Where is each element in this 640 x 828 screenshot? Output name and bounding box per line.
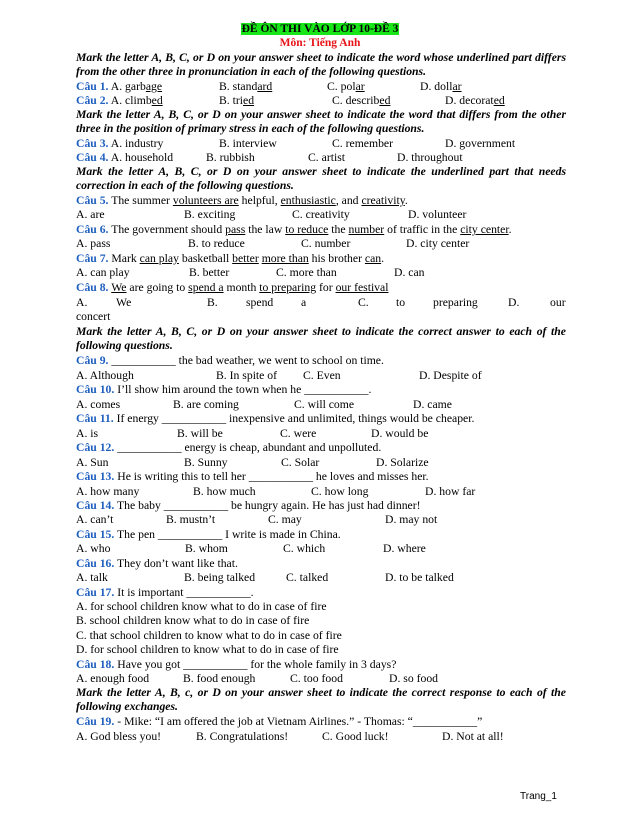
question-16-stem: Câu 16. They don’t want like that.	[76, 557, 238, 570]
question-number: Câu 4.	[76, 151, 109, 164]
question-15-options: A. who B. whom C. which D. where	[76, 542, 426, 555]
question-17-option-b: B. school children know what to do in case of fire	[76, 614, 310, 627]
question-number: Câu 3.	[76, 137, 109, 150]
question-13-options: A. how many B. how much C. how long D. how far	[76, 485, 476, 498]
question-4: Câu 4. A. household B. rubbish C. artist D. throughout	[76, 151, 463, 164]
question-3: Câu 3. A. industry B. interview C. remember D. government	[76, 137, 516, 150]
question-number: Câu 15.	[76, 528, 115, 541]
question-14-options: A. can’t B. mustn’t C. may D. may not	[76, 513, 438, 526]
question-number: Câu 17.	[76, 586, 115, 599]
question-number: Câu 1.	[76, 80, 109, 93]
question-17-option-c: C. that school children to know what to do in case of fire	[76, 629, 342, 642]
question-number: Câu 5.	[76, 194, 109, 207]
question-number: Câu 7.	[76, 252, 109, 265]
question-9-options: A. Although B. In spite of C. Even D. Despite of	[76, 369, 482, 382]
question-7-options: A. can play B. better C. more than D. can	[76, 266, 425, 279]
question-14-stem: Câu 14. The baby ___________ be hungry again. He has just had dinner!	[76, 499, 421, 512]
question-13-stem: Câu 13. He is writing this to tell her ___________ he loves and misses her.	[76, 470, 429, 483]
instruction-pronunciation: Mark the letter A, B, C, or D on your answer sheet to indicate the word whose underlined part differs from the other three in pronunciation in each of the following questions.	[76, 51, 566, 79]
instruction-stress: Mark the letter A, B, C, or D on your answer sheet to indicate the word that differs from the other three in the position of primary stress in each of the following questions.	[76, 108, 566, 136]
question-number: Câu 8.	[76, 281, 109, 294]
question-11-options: A. is B. will be C. were D. would be	[76, 427, 429, 440]
instruction-exchange: Mark the letter A, B, c, or D on your answer sheet to indicate the correct response to each of the following exchanges.	[76, 686, 566, 714]
question-8-options-wrap: concert	[76, 310, 111, 323]
question-1: Câu 1. A. garbage B. standard C. polar D. dollar	[76, 80, 462, 93]
question-number: Câu 9.	[76, 354, 109, 367]
question-number: Câu 13.	[76, 470, 115, 483]
question-number: Câu 19.	[76, 715, 115, 728]
question-9-stem: Câu 9. ___________ the bad weather, we went to school on time.	[76, 354, 384, 367]
question-number: Câu 16.	[76, 557, 115, 570]
question-8-options: A. We B. spend a C. to preparing D. our	[76, 296, 566, 309]
question-16-options: A. talk B. being talked C. talked D. to be talked	[76, 571, 454, 584]
question-8-stem: Câu 8. We are going to spend a month to preparing for our festival	[76, 281, 389, 294]
question-number: Câu 12.	[76, 441, 115, 454]
instruction-correction: Mark the letter A, B, C, or D on your answer sheet to indicate the underlined part that needs correction in each of the following questions.	[76, 165, 566, 193]
question-6-stem: Câu 6. The government should pass the law to reduce the number of traffic in the city center.	[76, 223, 512, 236]
question-5-stem: Câu 5. The summer volunteers are helpful, enthusiastic, and creativity.	[76, 194, 408, 207]
question-19-options: A. God bless you! B. Congratulations! C. Good luck! D. Not at all!	[76, 730, 504, 743]
question-15-stem: Câu 15. The pen ___________ I write is made in China.	[76, 528, 341, 541]
question-17-stem: Câu 17. It is important ___________.	[76, 586, 254, 599]
exam-title: ĐỀ ÔN THI VÀO LỚP 10-ĐỀ 3	[241, 23, 399, 35]
instruction-answer: Mark the letter A, B, C, or D on your answer sheet to indicate the correct answer to each of the following questions.	[76, 325, 566, 353]
question-10-stem: Câu 10. I’ll show him around the town when he ___________.	[76, 383, 372, 396]
question-5-options: A. are B. exciting C. creativity D. volunteer	[76, 208, 467, 221]
exam-subject: Môn: Tiếng Anh	[279, 37, 361, 49]
question-19-stem: Câu 19. - Mike: “I am offered the job at Vietnam Airlines.” - Thomas: “___________”	[76, 715, 483, 728]
question-number: Câu 10.	[76, 383, 115, 396]
question-6-options: A. pass B. to reduce C. number D. city center	[76, 237, 470, 250]
question-2: Câu 2. A. climbed B. tried C. described D. decorated	[76, 94, 505, 107]
question-11-stem: Câu 11. If energy ___________ inexpensive and unlimited, things would be cheaper.	[76, 412, 475, 425]
question-12-stem: Câu 12. ___________ energy is cheap, abundant and unpolluted.	[76, 441, 382, 454]
page-number: Trang_1	[520, 791, 557, 802]
question-17-option-a: A. for school children know what to do in case of fire	[76, 600, 327, 613]
question-17-option-d: D. for school children to know what to do in case of fire	[76, 643, 339, 656]
question-7-stem: Câu 7. Mark can play basketball better more than his brother can.	[76, 252, 385, 265]
question-18-stem: Câu 18. Have you got ___________ for the whole family in 3 days?	[76, 658, 397, 671]
question-number: Câu 11.	[76, 412, 114, 425]
question-number: Câu 6.	[76, 223, 109, 236]
question-10-options: A. comes B. are coming C. will come D. came	[76, 398, 452, 411]
question-number: Câu 18.	[76, 658, 115, 671]
question-number: Câu 2.	[76, 94, 109, 107]
question-12-options: A. Sun B. Sunny C. Solar D. Solarize	[76, 456, 429, 469]
question-number: Câu 14.	[76, 499, 115, 512]
question-18-options: A. enough food B. food enough C. too food D. so food	[76, 672, 439, 685]
